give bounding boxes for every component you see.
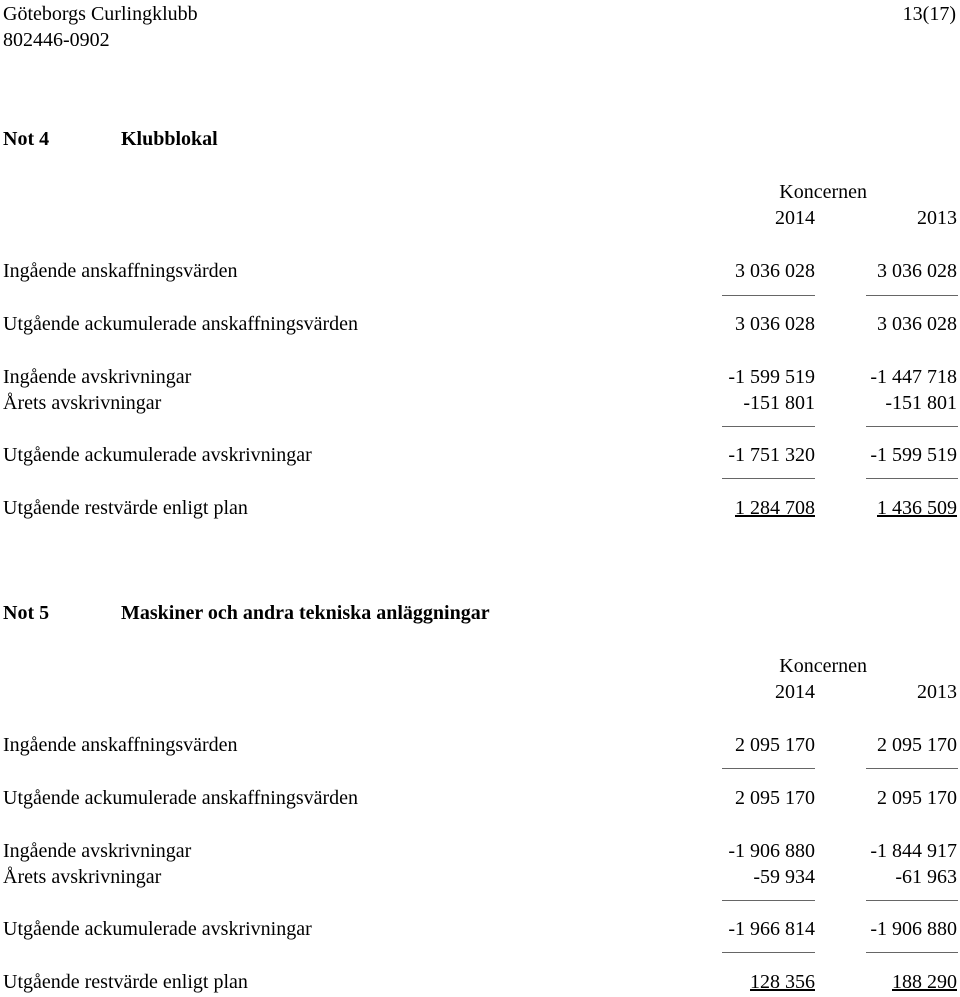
- value-2014: 1 284 708: [735, 497, 815, 519]
- note-5-year-2013: 2013: [917, 681, 957, 703]
- divider: [722, 426, 815, 427]
- value-2014: -59 934: [753, 866, 815, 888]
- note-4-group-label: Koncernen: [779, 181, 867, 203]
- value-2013: -1 906 880: [870, 918, 957, 940]
- row-label: Utgående ackumulerade avskrivningar: [3, 444, 312, 466]
- value-2014: -151 801: [743, 392, 815, 414]
- value-2014: -1 599 519: [728, 366, 815, 388]
- row-label: Årets avskrivningar: [3, 392, 162, 414]
- divider: [866, 952, 958, 953]
- value-2013: 3 036 028: [877, 260, 957, 282]
- value-2014: 3 036 028: [735, 260, 815, 282]
- note-5-label: Not 5: [3, 602, 50, 624]
- divider: [722, 900, 815, 901]
- value-2014: -1 751 320: [728, 444, 815, 466]
- divider: [866, 478, 958, 479]
- row-label: Ingående avskrivningar: [3, 840, 192, 862]
- value-2014: 128 356: [750, 971, 815, 993]
- note-5-group-label: Koncernen: [779, 655, 867, 677]
- row-label: Ingående anskaffningsvärden: [3, 734, 238, 756]
- divider: [866, 426, 958, 427]
- org-name: Göteborgs Curlingklubb: [3, 3, 198, 25]
- divider: [866, 295, 958, 296]
- value-2014: -1 966 814: [728, 918, 815, 940]
- row-label: Utgående ackumulerade anskaffningsvärden: [3, 313, 359, 335]
- page-number: 13(17): [902, 3, 956, 25]
- value-2013: 3 036 028: [877, 313, 957, 335]
- value-2013: -1 844 917: [870, 840, 957, 862]
- row-label: Ingående anskaffningsvärden: [3, 260, 238, 282]
- divider: [722, 952, 815, 953]
- row-label: Utgående restvärde enligt plan: [3, 497, 248, 519]
- value-2013: 1 436 509: [877, 497, 957, 519]
- value-2014: 2 095 170: [735, 734, 815, 756]
- row-label: Utgående ackumulerade avskrivningar: [3, 918, 312, 940]
- org-number: 802446-0902: [3, 29, 110, 51]
- value-2013: 2 095 170: [877, 734, 957, 756]
- note-4-title: Klubblokal: [121, 128, 218, 150]
- value-2013: -1 599 519: [870, 444, 957, 466]
- value-2013: 188 290: [892, 971, 957, 993]
- value-2014: 3 036 028: [735, 313, 815, 335]
- divider: [722, 478, 815, 479]
- row-label: Utgående restvärde enligt plan: [3, 971, 248, 993]
- row-label: Ingående avskrivningar: [3, 366, 192, 388]
- value-2013: -61 963: [895, 866, 957, 888]
- note-5-year-2014: 2014: [775, 681, 815, 703]
- divider: [866, 768, 958, 769]
- divider: [722, 768, 815, 769]
- value-2013: -1 447 718: [870, 366, 957, 388]
- row-label: Årets avskrivningar: [3, 866, 162, 888]
- value-2013: 2 095 170: [877, 787, 957, 809]
- value-2013: -151 801: [885, 392, 957, 414]
- note-5-title: Maskiner och andra tekniska anläggningar: [121, 602, 490, 624]
- divider: [866, 900, 958, 901]
- row-label: Utgående ackumulerade anskaffningsvärden: [3, 787, 359, 809]
- value-2014: 2 095 170: [735, 787, 815, 809]
- divider: [722, 295, 815, 296]
- note-4-year-2014: 2014: [775, 207, 815, 229]
- note-4-label: Not 4: [3, 128, 50, 150]
- value-2014: -1 906 880: [728, 840, 815, 862]
- note-4-year-2013: 2013: [917, 207, 957, 229]
